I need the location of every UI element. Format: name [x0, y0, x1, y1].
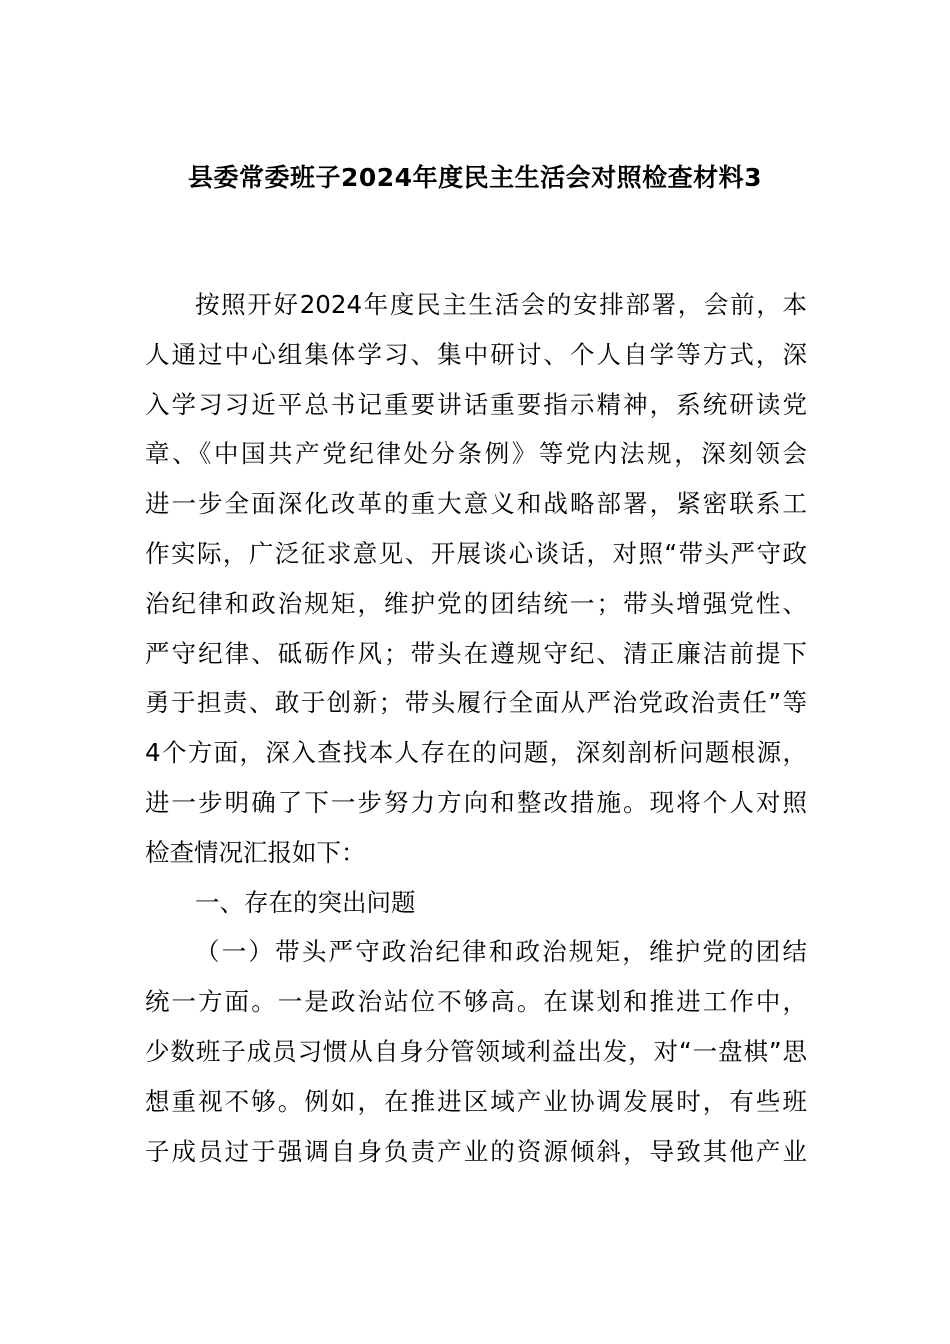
- paragraph-line: 治纪律和政治规矩，维护党的团结统一；带头增强党性、: [145, 588, 807, 618]
- paragraph-line: （一）带头严守政治纪律和政治规矩，维护党的团结: [195, 937, 807, 967]
- paragraph-line: 勇于担责、敢于创新；带头履行全面从严治党政治责任”等: [145, 688, 807, 718]
- paragraph-line: 按照开好2024年度民主生活会的安排部署，会前，本: [195, 290, 807, 319]
- paragraph-line: 4个方面，深入查找本人存在的问题，深刻剖析问题根源，: [145, 738, 807, 768]
- paragraph-line: 少数班子成员习惯从自身分管领域利益出发，对“一盘棋”思: [145, 1036, 807, 1066]
- section-heading: 一、存在的突出问题: [195, 887, 416, 917]
- paragraph-line: 检查情况汇报如下：: [145, 837, 366, 867]
- document-title: 县委常委班子2024年度民主生活会对照检查材料3: [188, 163, 762, 192]
- paragraph-line: 进一步全面深化改革的重大意义和战略部署，紧密联系工: [145, 489, 807, 519]
- paragraph-line: 统一方面。一是政治站位不够高。在谋划和推进工作中，: [145, 987, 807, 1017]
- paragraph-line: 想重视不够。例如，在推进区域产业协调发展时，有些班: [145, 1086, 807, 1116]
- paragraph-line: 入学习习近平总书记重要讲话重要指示精神，系统研读党: [145, 389, 807, 419]
- paragraph-line: 作实际，广泛征求意见、开展谈心谈话，对照“带头严守政: [145, 538, 807, 568]
- paragraph-line: 严守纪律、砥砺作风；带头在遵规守纪、清正廉洁前提下: [145, 638, 807, 668]
- paragraph-line: 人通过中心组集体学习、集中研讨、个人自学等方式，深: [145, 339, 807, 369]
- paragraph-line: 进一步明确了下一步努力方向和整改措施。现将个人对照: [145, 787, 807, 817]
- paragraph-line: 子成员过于强调自身负责产业的资源倾斜，导致其他产业: [145, 1136, 807, 1166]
- paragraph-line: 章、《中国共产党纪律处分条例》等党内法规，深刻领会: [145, 439, 807, 469]
- document-body: [145, 280, 807, 1176]
